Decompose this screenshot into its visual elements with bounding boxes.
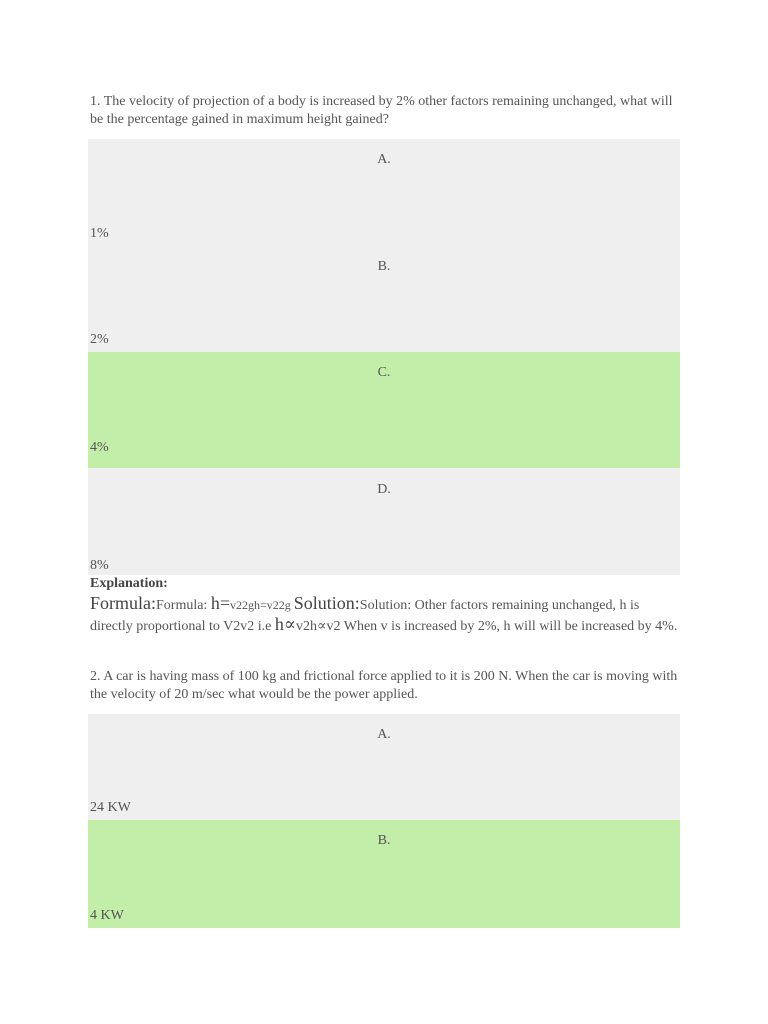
q2-option-b-correct[interactable] [88,820,680,928]
question-2-text: 2. A car is having mass of 100 kg and frictional force applied to it is 200 N. When the car is moving with the velocity of 20 m/sec what would be the power applied. [90,669,678,702]
question-1-text: 1. The velocity of projection of a body is increased by 2% other factors remaining unchanged, what will be the percentage gained in maximum height gained? [90,94,673,127]
solution-v2: V2v2 i.e [223,619,275,634]
option-answer: 8% [90,558,109,573]
option-answer: 4% [90,440,109,455]
q1-option-d[interactable] [88,468,680,575]
formula-heading: Formula: [90,593,156,613]
explanation-body [90,594,680,636]
q2-option-a[interactable] [88,714,680,820]
formula-expression: v22gh=v22g [230,598,294,612]
solution-h: h∝ [274,614,297,634]
solution-text-1: Solution: Other factors remaining unchanged, h is directly proportional to [90,598,640,634]
q1-option-b[interactable] [88,246,680,352]
option-answer: 1% [90,226,109,241]
option-answer: 2% [90,332,109,347]
option-answer: 4 KW [90,908,124,923]
option-answer: 24 KW [90,800,131,815]
formula-label: Formula: [156,598,211,613]
explanation-title: Explanation: [90,576,168,591]
q1-option-a[interactable] [88,139,680,246]
formula-h: h= [210,593,230,613]
solution-text-2: When v is increased by 2%, h will will be increased by 4%. [340,619,678,634]
option-letter: D. [377,482,391,497]
option-letter: A. [377,727,391,742]
solution-expression: v2h∝v2 [296,619,341,634]
q1-option-c-correct[interactable] [88,352,680,468]
solution-heading: Solution: [293,593,360,613]
option-letter: C. [377,365,391,380]
option-letter: A. [377,152,391,167]
option-letter: B. [377,833,391,848]
option-letter: B. [377,259,391,274]
